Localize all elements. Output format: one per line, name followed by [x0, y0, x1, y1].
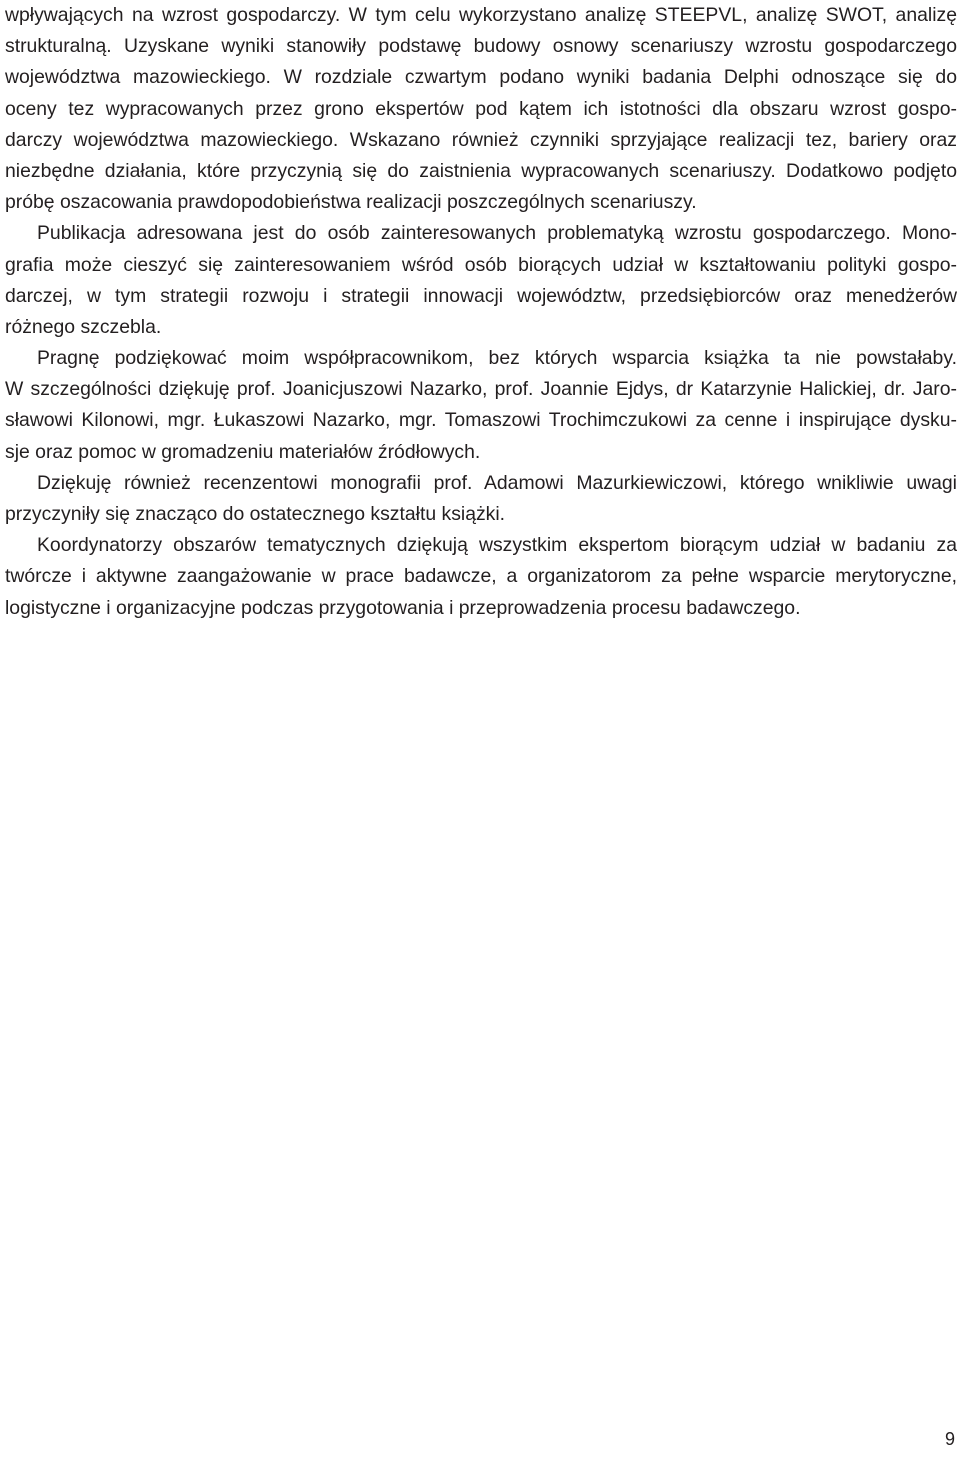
text-line: darczy województwa mazowieckiego. Wskazano również czynniki sprzyjające realizacji tez, bariery oraz — [5, 128, 957, 151]
text-line: próbę oszacowania prawdopodobieństwa realizacji poszczególnych scenariuszy. — [5, 191, 697, 214]
paragraph-first-line: Dziękuję również recenzentowi monografii prof. Adamowi Mazurkiewiczowi, którego wnikliwie uwagi — [37, 471, 957, 494]
text-line: logistyczne i organizacyjne podczas przygotowania i przeprowadzenia procesu badawczego. — [5, 596, 801, 619]
text-line: darczej, w tym strategii rozwoju i strategii innowacji województw, przedsiębiorców oraz menedżerów — [5, 284, 957, 307]
text-line: różnego szczebla. — [5, 315, 162, 338]
text-line: W szczególności dziękuję prof. Joanicjuszowi Nazarko, prof. Joannie Ejdys, dr Katarzynie Halickiej, dr. Jaro- — [5, 378, 957, 401]
text-line: sławowi Kilonowi, mgr. Łukaszowi Nazarko, mgr. Tomaszowi Trochimczukowi za cenne i inspirujące dysku- — [5, 409, 957, 432]
text-line: województwa mazowieckiego. W rozdziale czwartym podano wyniki badania Delphi odnoszące się do — [5, 66, 957, 89]
text-line: twórcze i aktywne zaangażowanie w prace badawcze, a organizatorom za pełne wsparcie merytoryczne, — [5, 565, 957, 588]
paragraph-first-line: Publikacja adresowana jest do osób zainteresowanych problematyką wzrostu gospodarczego. Mono- — [37, 222, 957, 245]
page-number: 9 — [944, 1429, 955, 1449]
text-line: grafia może cieszyć się zainteresowaniem wśród osób biorących udział w kształtowaniu polityki gospo- — [5, 253, 957, 276]
text-line: niezbędne działania, które przyczynią się do zaistnienia wypracowanych scenariuszy. Dodatkowo podjęto — [5, 159, 957, 182]
paragraph-first-line: Pragnę podziękować moim współpracownikom, bez których wsparcia książka ta nie powstałaby. — [37, 347, 957, 370]
text-line: przyczyniły się znacząco do ostatecznego kształtu książki. — [5, 503, 506, 525]
paragraph-first-line: Koordynatorzy obszarów tematycznych dziękują wszystkim ekspertom biorącym udział w badaniu za — [37, 534, 957, 557]
text-line: oceny tez wypracowanych przez grono ekspertów pod kątem ich istotności dla obszaru wzrost gospo- — [5, 97, 957, 120]
text-line: wpływających na wzrost gospodarczy. W tym celu wykorzystano analizę STEEPVL, analizę SWOT, analizę — [5, 4, 957, 26]
text-line: sje oraz pomoc w gromadzeniu materiałów źródłowych. — [5, 440, 481, 463]
body-text — [5, 0, 957, 624]
text-line: strukturalną. Uzyskane wyniki stanowiły podstawę budowy osnowy scenariuszy wzrostu gospodarczego — [5, 35, 957, 58]
